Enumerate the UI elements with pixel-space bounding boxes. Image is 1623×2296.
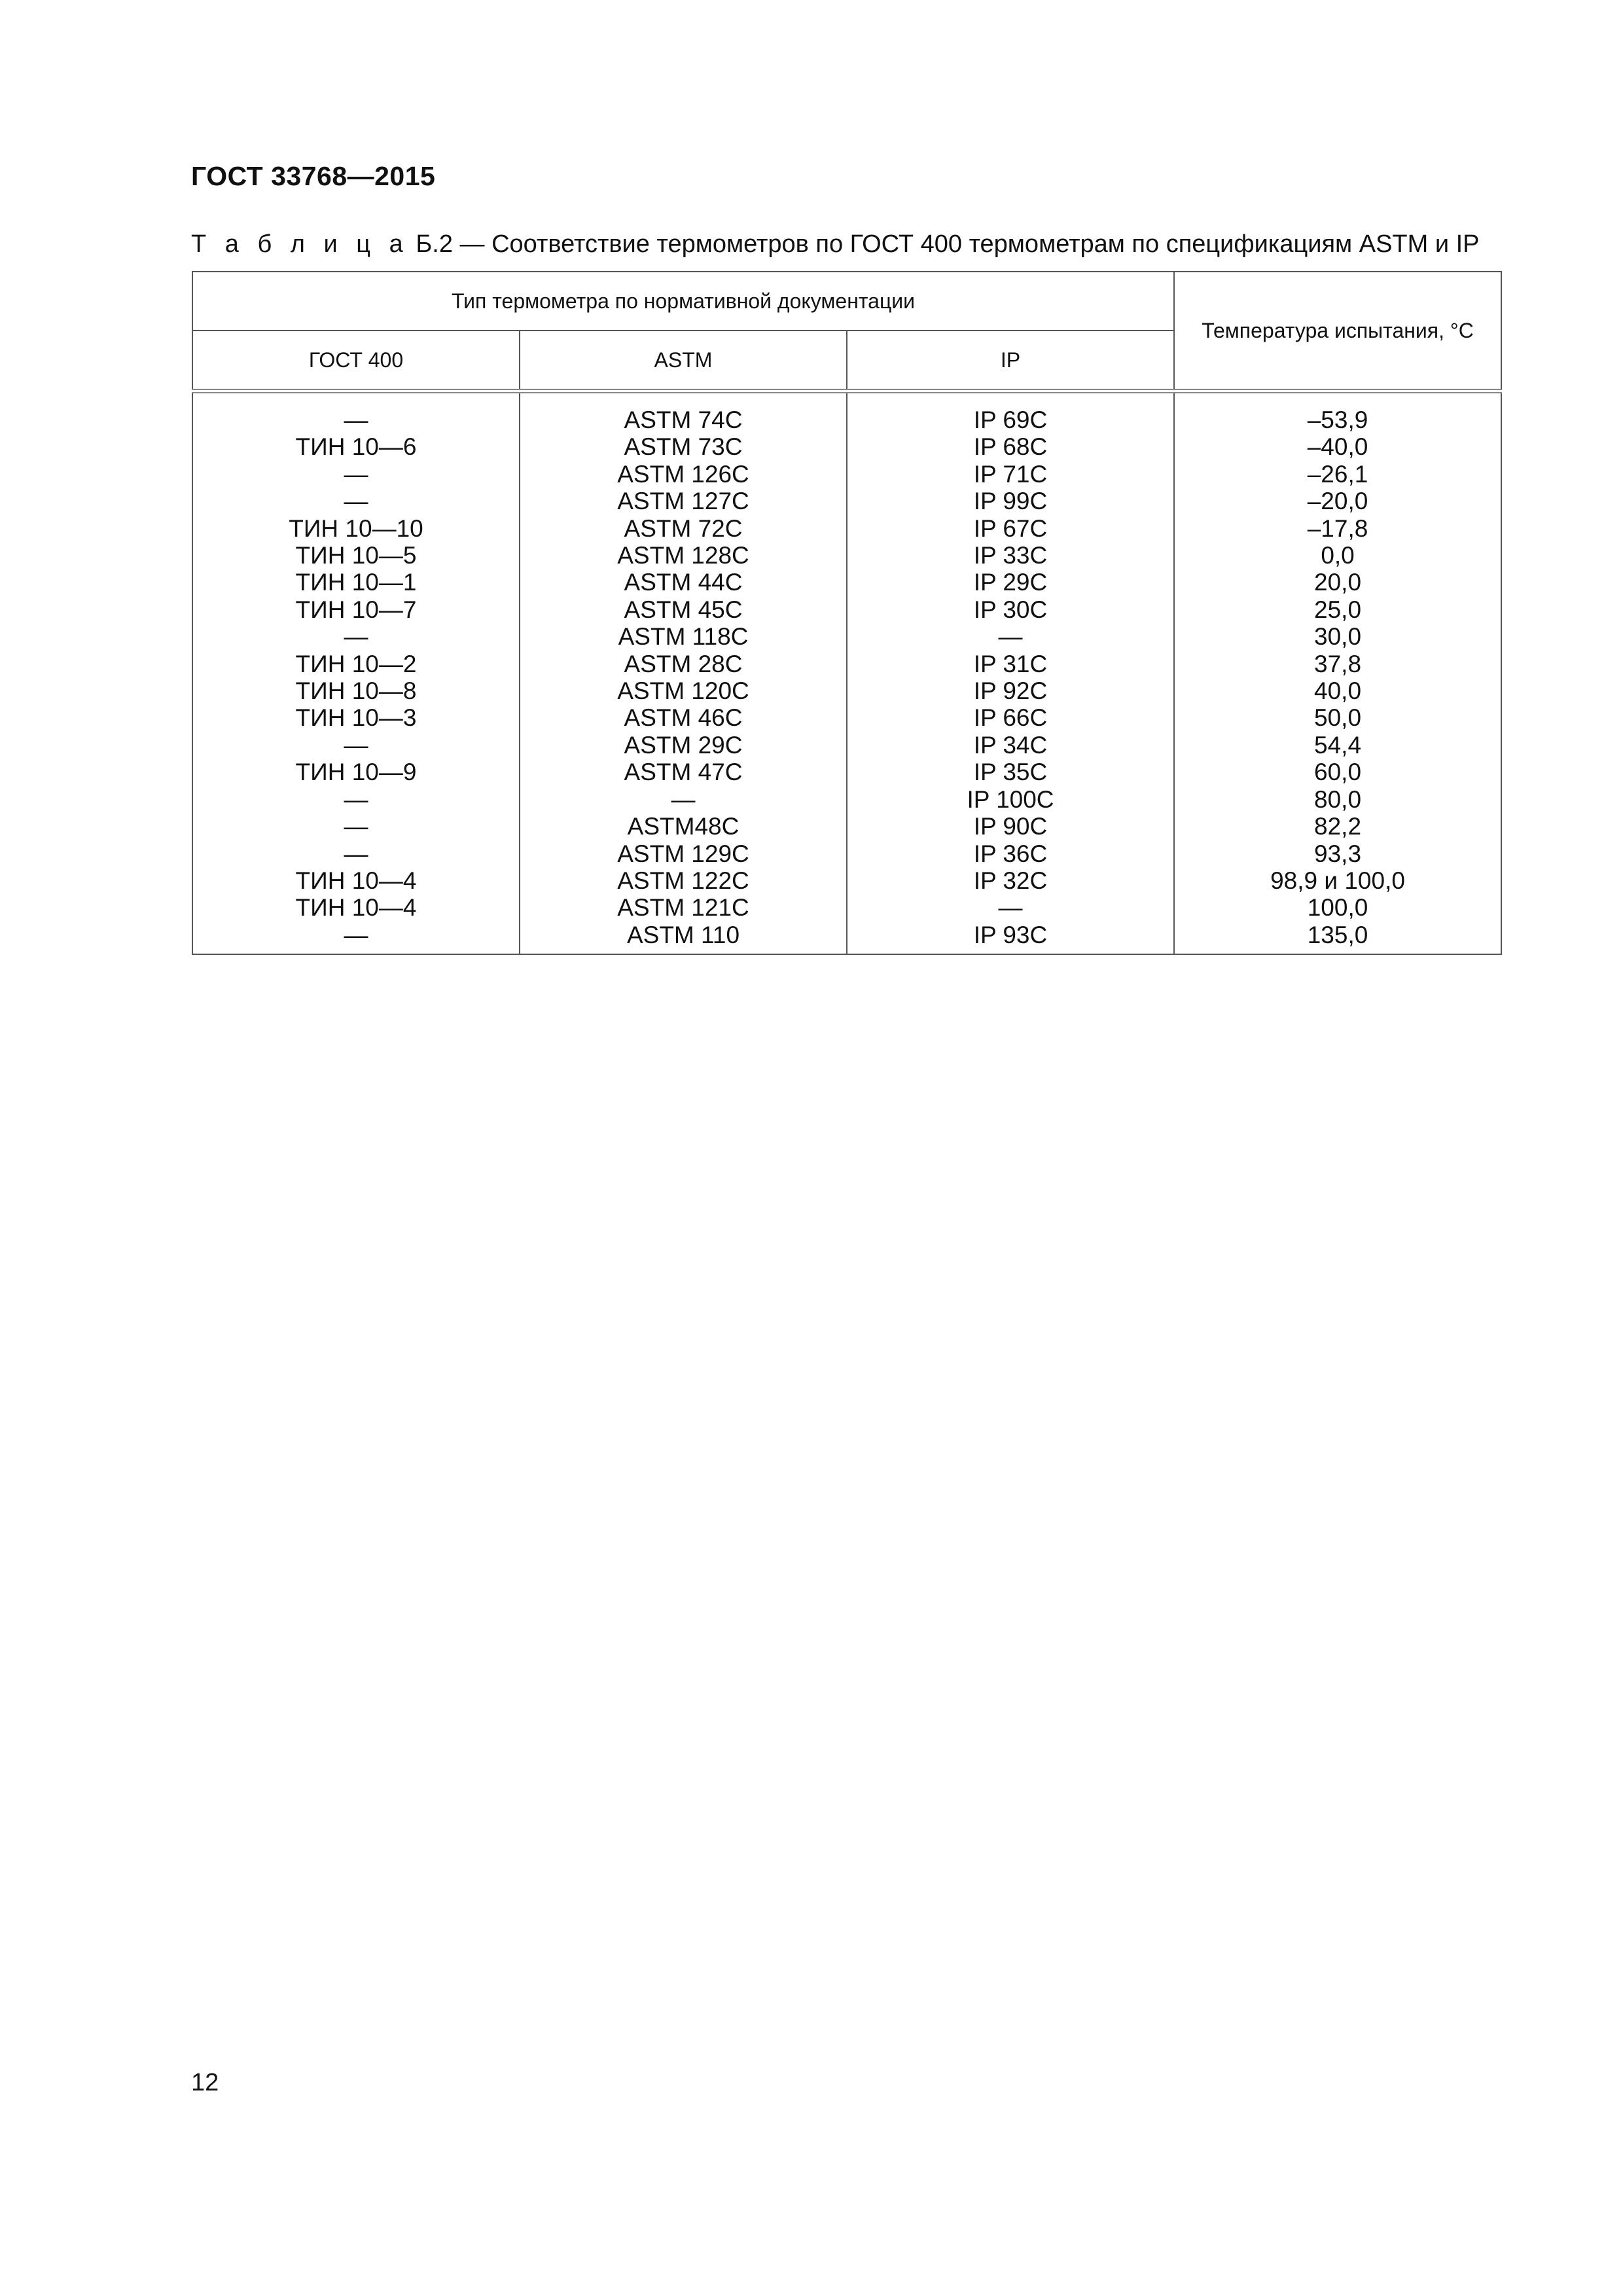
cell-ip: IP 31C <box>847 651 1174 677</box>
table-header-row <box>192 272 1501 331</box>
table-row <box>192 488 1501 514</box>
cell-ip: IP 90C <box>847 813 1174 840</box>
cell-astm: ASTM 128C <box>520 542 847 569</box>
table-caption-text: Б.2 — Соответствие термометров по ГОСТ 400 термометрам по спецификациям ASTM и IP <box>408 230 1480 258</box>
cell-gost: ТИН 10—1 <box>192 569 520 596</box>
cell-temperature: 0,0 <box>1174 542 1501 569</box>
cell-astm: ASTM 127C <box>520 488 847 514</box>
temperature-header: Температура испытания, °С <box>1174 272 1501 391</box>
table-caption <box>191 230 1480 259</box>
cell-gost: ТИН 10—9 <box>192 759 520 785</box>
table-row <box>192 894 1501 921</box>
thermometer-table <box>192 271 1502 955</box>
cell-gost: ТИН 10—5 <box>192 542 520 569</box>
cell-temperature: 30,0 <box>1174 623 1501 650</box>
table-row <box>192 542 1501 569</box>
cell-ip: IP 69C <box>847 391 1174 434</box>
cell-ip: IP 32C <box>847 867 1174 894</box>
cell-ip: IP 66C <box>847 704 1174 731</box>
cell-temperature: 54,4 <box>1174 732 1501 759</box>
cell-astm: ASTM 45C <box>520 596 847 623</box>
cell-astm: ASTM 121C <box>520 894 847 921</box>
cell-temperature: 135,0 <box>1174 922 1501 954</box>
cell-temperature: 40,0 <box>1174 677 1501 704</box>
table-row <box>192 677 1501 704</box>
cell-gost: ТИН 10—3 <box>192 704 520 731</box>
cell-gost: — <box>192 623 520 650</box>
cell-temperature: 82,2 <box>1174 813 1501 840</box>
cell-astm: ASTM 29C <box>520 732 847 759</box>
cell-temperature: 93,3 <box>1174 840 1501 867</box>
table-row <box>192 732 1501 759</box>
group-header: Тип термометра по нормативной документации <box>192 272 1174 331</box>
table-row <box>192 922 1501 954</box>
cell-astm: ASTM 73C <box>520 433 847 460</box>
cell-astm: ASTM 72C <box>520 515 847 542</box>
cell-astm: ASTM 120C <box>520 677 847 704</box>
cell-ip: IP 100C <box>847 786 1174 813</box>
cell-gost: — <box>192 786 520 813</box>
table-row <box>192 759 1501 785</box>
table-row <box>192 813 1501 840</box>
cell-ip: IP 34C <box>847 732 1174 759</box>
cell-ip: IP 29C <box>847 569 1174 596</box>
cell-temperature: –40,0 <box>1174 433 1501 460</box>
cell-ip: — <box>847 894 1174 921</box>
table-row <box>192 867 1501 894</box>
table-row <box>192 840 1501 867</box>
cell-astm: ASTM 46C <box>520 704 847 731</box>
column-header-astm: ASTM <box>520 331 847 391</box>
cell-ip: IP 93C <box>847 922 1174 954</box>
document-header: ГОСТ 33768—2015 <box>191 161 436 191</box>
table-row <box>192 461 1501 488</box>
cell-temperature: 98,9 и 100,0 <box>1174 867 1501 894</box>
cell-astm: ASTM 110 <box>520 922 847 954</box>
cell-temperature: –20,0 <box>1174 488 1501 514</box>
table-row <box>192 515 1501 542</box>
table-row <box>192 433 1501 460</box>
table-row <box>192 651 1501 677</box>
cell-gost: ТИН 10—6 <box>192 433 520 460</box>
table-row <box>192 596 1501 623</box>
cell-gost: — <box>192 488 520 514</box>
cell-gost: ТИН 10—10 <box>192 515 520 542</box>
cell-astm: ASTM 28C <box>520 651 847 677</box>
cell-astm: ASTM 126C <box>520 461 847 488</box>
table-row <box>192 391 1501 434</box>
cell-temperature: 20,0 <box>1174 569 1501 596</box>
table-row <box>192 569 1501 596</box>
cell-gost: — <box>192 732 520 759</box>
cell-gost: ТИН 10—7 <box>192 596 520 623</box>
cell-temperature: 80,0 <box>1174 786 1501 813</box>
column-header-gost: ГОСТ 400 <box>192 331 520 391</box>
cell-gost: — <box>192 391 520 434</box>
cell-gost: ТИН 10—8 <box>192 677 520 704</box>
cell-astm: ASTM 74C <box>520 391 847 434</box>
cell-ip: — <box>847 623 1174 650</box>
cell-ip: IP 67C <box>847 515 1174 542</box>
column-header-ip: IP <box>847 331 1174 391</box>
cell-astm: ASTM 47C <box>520 759 847 785</box>
cell-temperature: –17,8 <box>1174 515 1501 542</box>
cell-ip: IP 99C <box>847 488 1174 514</box>
cell-temperature: 100,0 <box>1174 894 1501 921</box>
cell-astm: ASTM48C <box>520 813 847 840</box>
cell-gost: ТИН 10—4 <box>192 894 520 921</box>
cell-gost: — <box>192 813 520 840</box>
cell-ip: IP 92C <box>847 677 1174 704</box>
cell-ip: IP 36C <box>847 840 1174 867</box>
table-caption-prefix: Т а б л и ц а <box>191 230 409 258</box>
cell-astm: — <box>520 786 847 813</box>
cell-gost: — <box>192 461 520 488</box>
cell-temperature: –53,9 <box>1174 391 1501 434</box>
cell-ip: IP 68C <box>847 433 1174 460</box>
cell-astm: ASTM 129C <box>520 840 847 867</box>
table-row <box>192 623 1501 650</box>
cell-temperature: –26,1 <box>1174 461 1501 488</box>
cell-ip: IP 33C <box>847 542 1174 569</box>
cell-temperature: 37,8 <box>1174 651 1501 677</box>
cell-ip: IP 35C <box>847 759 1174 785</box>
cell-gost: — <box>192 840 520 867</box>
page-number: 12 <box>191 2069 219 2096</box>
cell-gost: ТИН 10—2 <box>192 651 520 677</box>
cell-ip: IP 30C <box>847 596 1174 623</box>
cell-astm: ASTM 122C <box>520 867 847 894</box>
cell-gost: ТИН 10—4 <box>192 867 520 894</box>
cell-ip: IP 71C <box>847 461 1174 488</box>
table-row <box>192 704 1501 731</box>
cell-gost: — <box>192 922 520 954</box>
cell-astm: ASTM 44C <box>520 569 847 596</box>
table-row <box>192 786 1501 813</box>
cell-temperature: 50,0 <box>1174 704 1501 731</box>
cell-temperature: 25,0 <box>1174 596 1501 623</box>
cell-temperature: 60,0 <box>1174 759 1501 785</box>
table-body <box>192 391 1501 955</box>
cell-astm: ASTM 118C <box>520 623 847 650</box>
